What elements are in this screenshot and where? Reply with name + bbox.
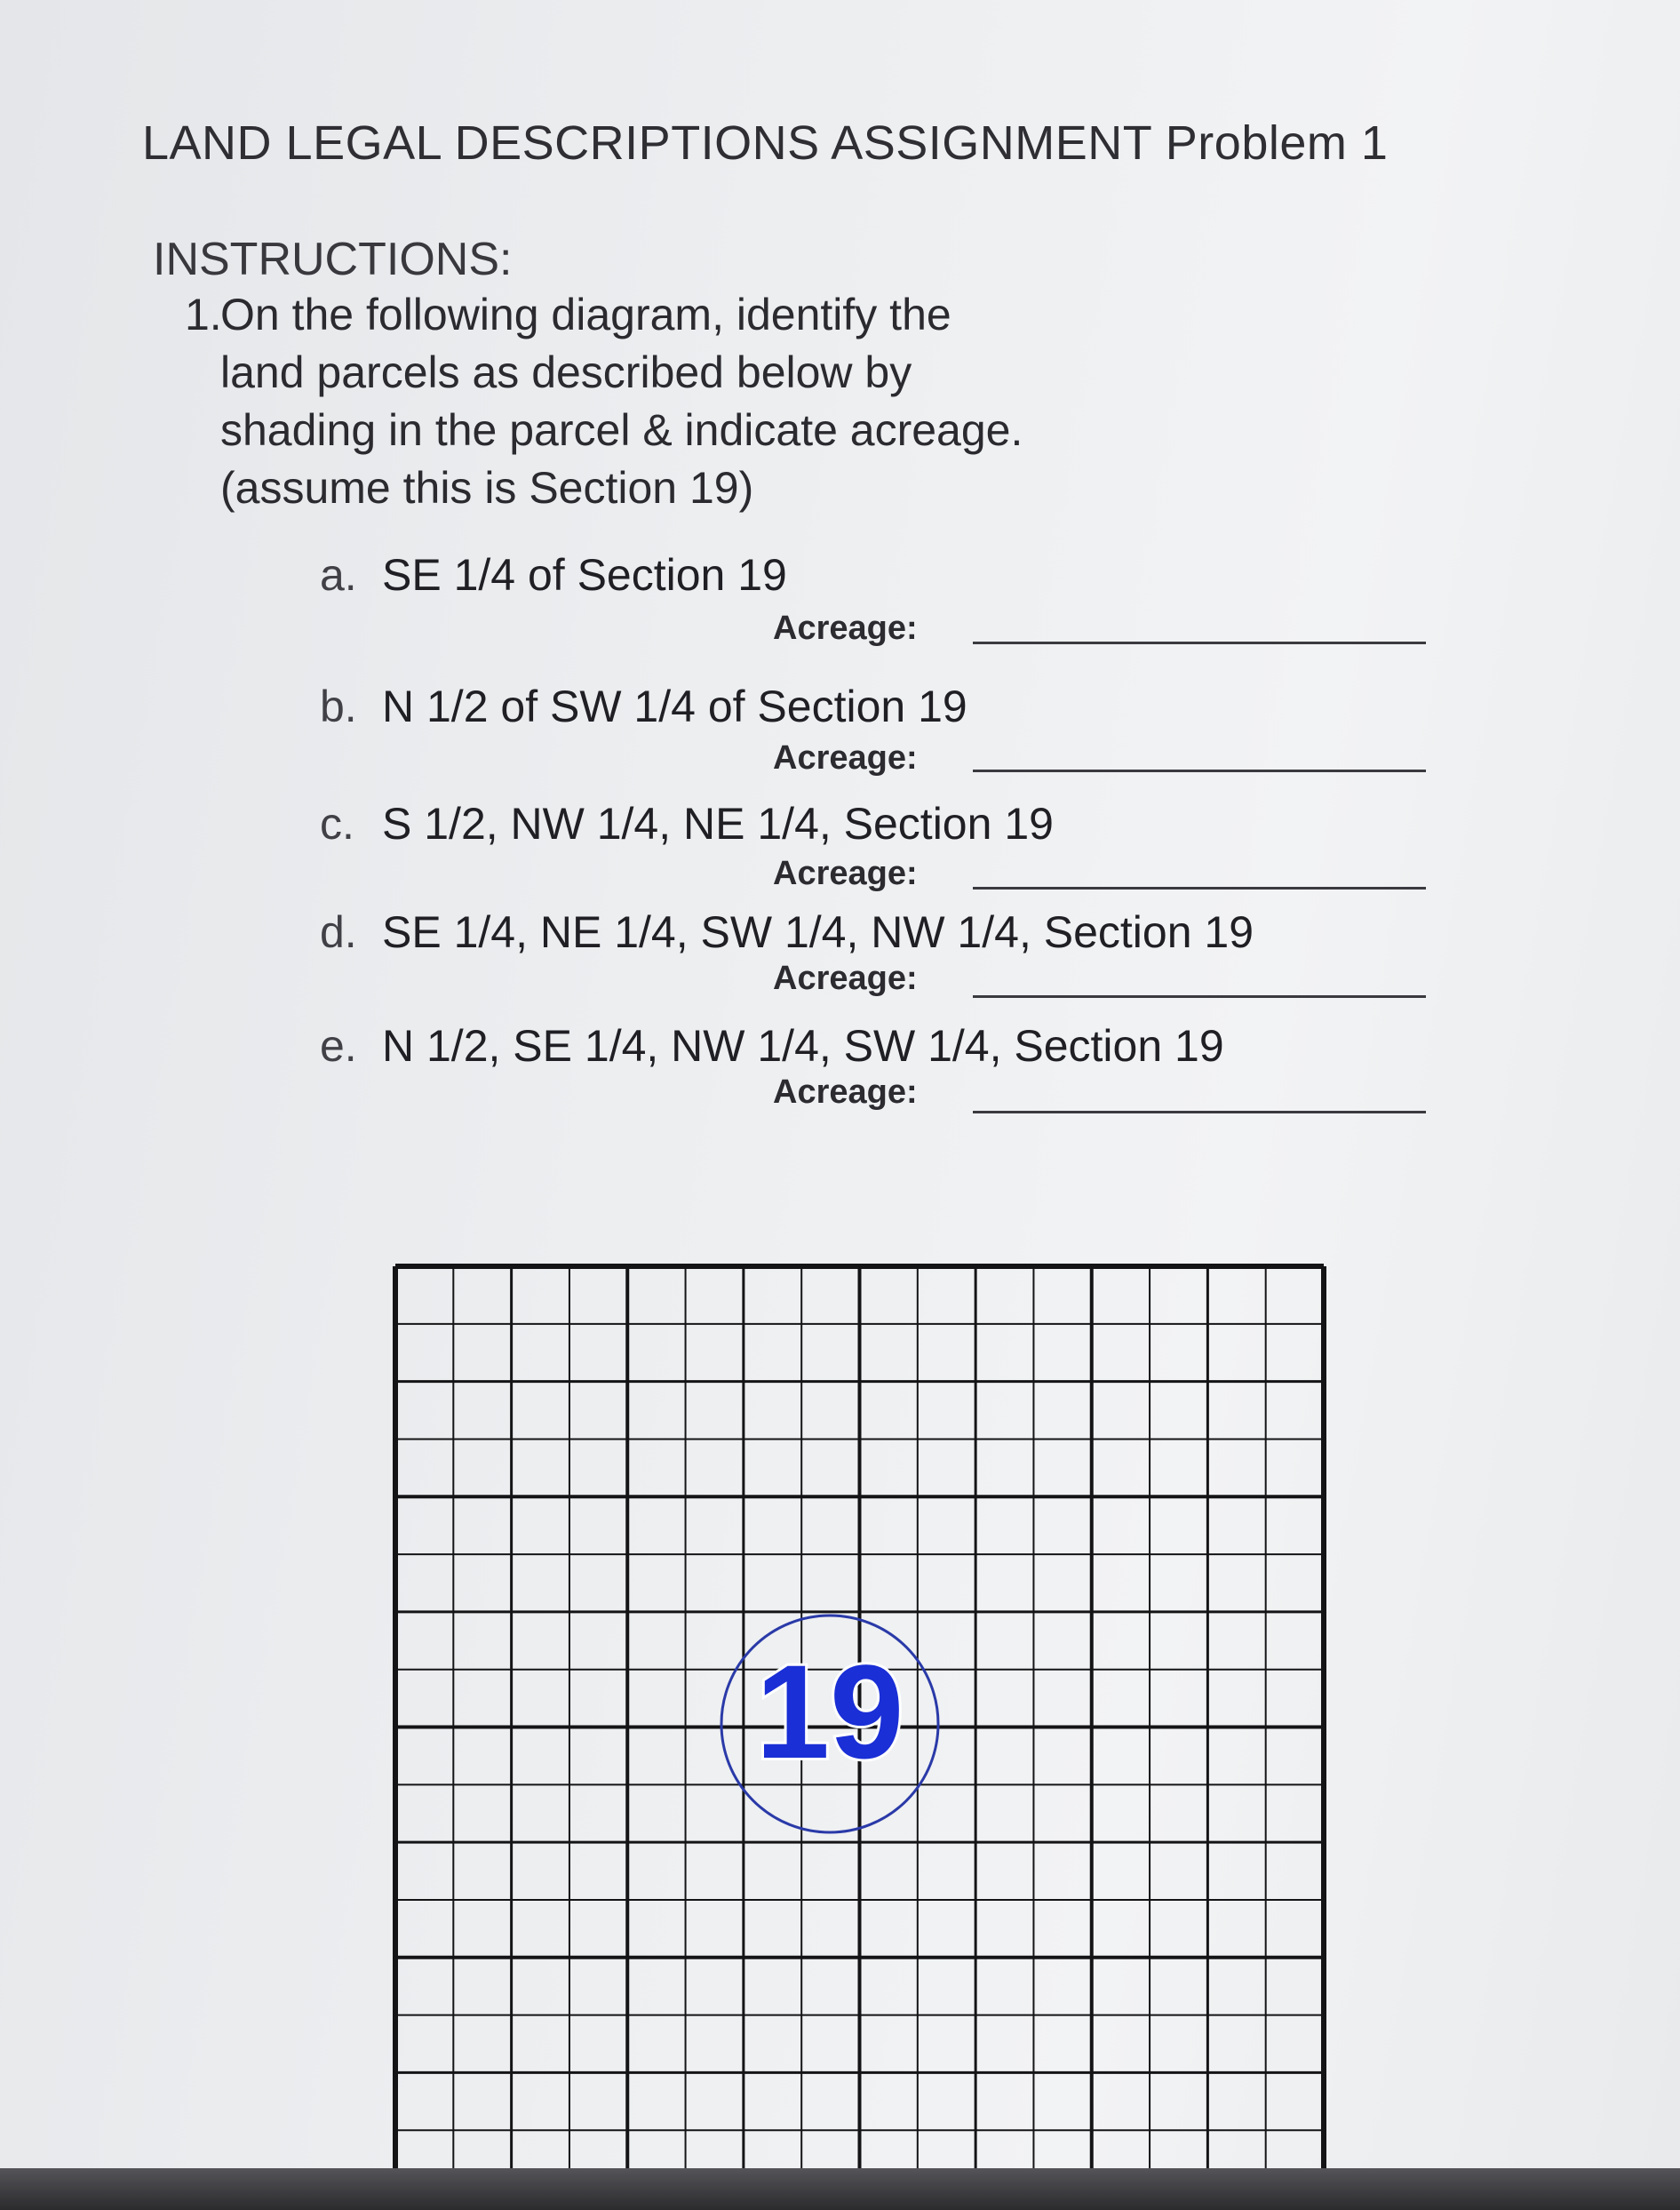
instruction-line: 1.On the following diagram, identify the [185, 286, 1023, 344]
item-description: N 1/2 of SW 1/4 of Section 19 [382, 682, 967, 731]
item-description: SE 1/4, NE 1/4, SW 1/4, NW 1/4, Section 19 [382, 907, 1254, 957]
instruction-line: land parcels as described below by [220, 347, 912, 397]
item-letter: a. [320, 550, 357, 600]
item-description: N 1/2, SE 1/4, NW 1/4, SW 1/4, Section 19 [382, 1021, 1224, 1071]
item-description: SE 1/4 of Section 19 [382, 550, 787, 600]
item-letter: b. [320, 682, 357, 731]
acreage-label: Acreage: [773, 610, 918, 647]
acreage-label: Acreage: [773, 855, 918, 892]
item-letter: d. [320, 907, 357, 957]
acreage-label: Acreage: [773, 1073, 918, 1111]
item-description: S 1/2, NW 1/4, NE 1/4, Section 19 [382, 799, 1054, 849]
instruction-line: (assume this is Section 19) [220, 463, 754, 513]
instructions-heading: INSTRUCTIONS: [153, 234, 513, 285]
instruction-number: 1. [185, 290, 222, 339]
instruction-line: shading in the parcel & indicate acreage. [220, 405, 1023, 455]
acreage-label: Acreage: [773, 739, 918, 777]
monitor-bezel [0, 2168, 1680, 2210]
acreage-label: Acreage: [773, 960, 918, 997]
item-letter: e. [320, 1021, 357, 1071]
item-letter: c. [320, 799, 354, 849]
section-number-label: 19 [755, 1637, 904, 1786]
page-title: LAND LEGAL DESCRIPTIONS ASSIGNMENT Problem 1 [142, 116, 1389, 170]
